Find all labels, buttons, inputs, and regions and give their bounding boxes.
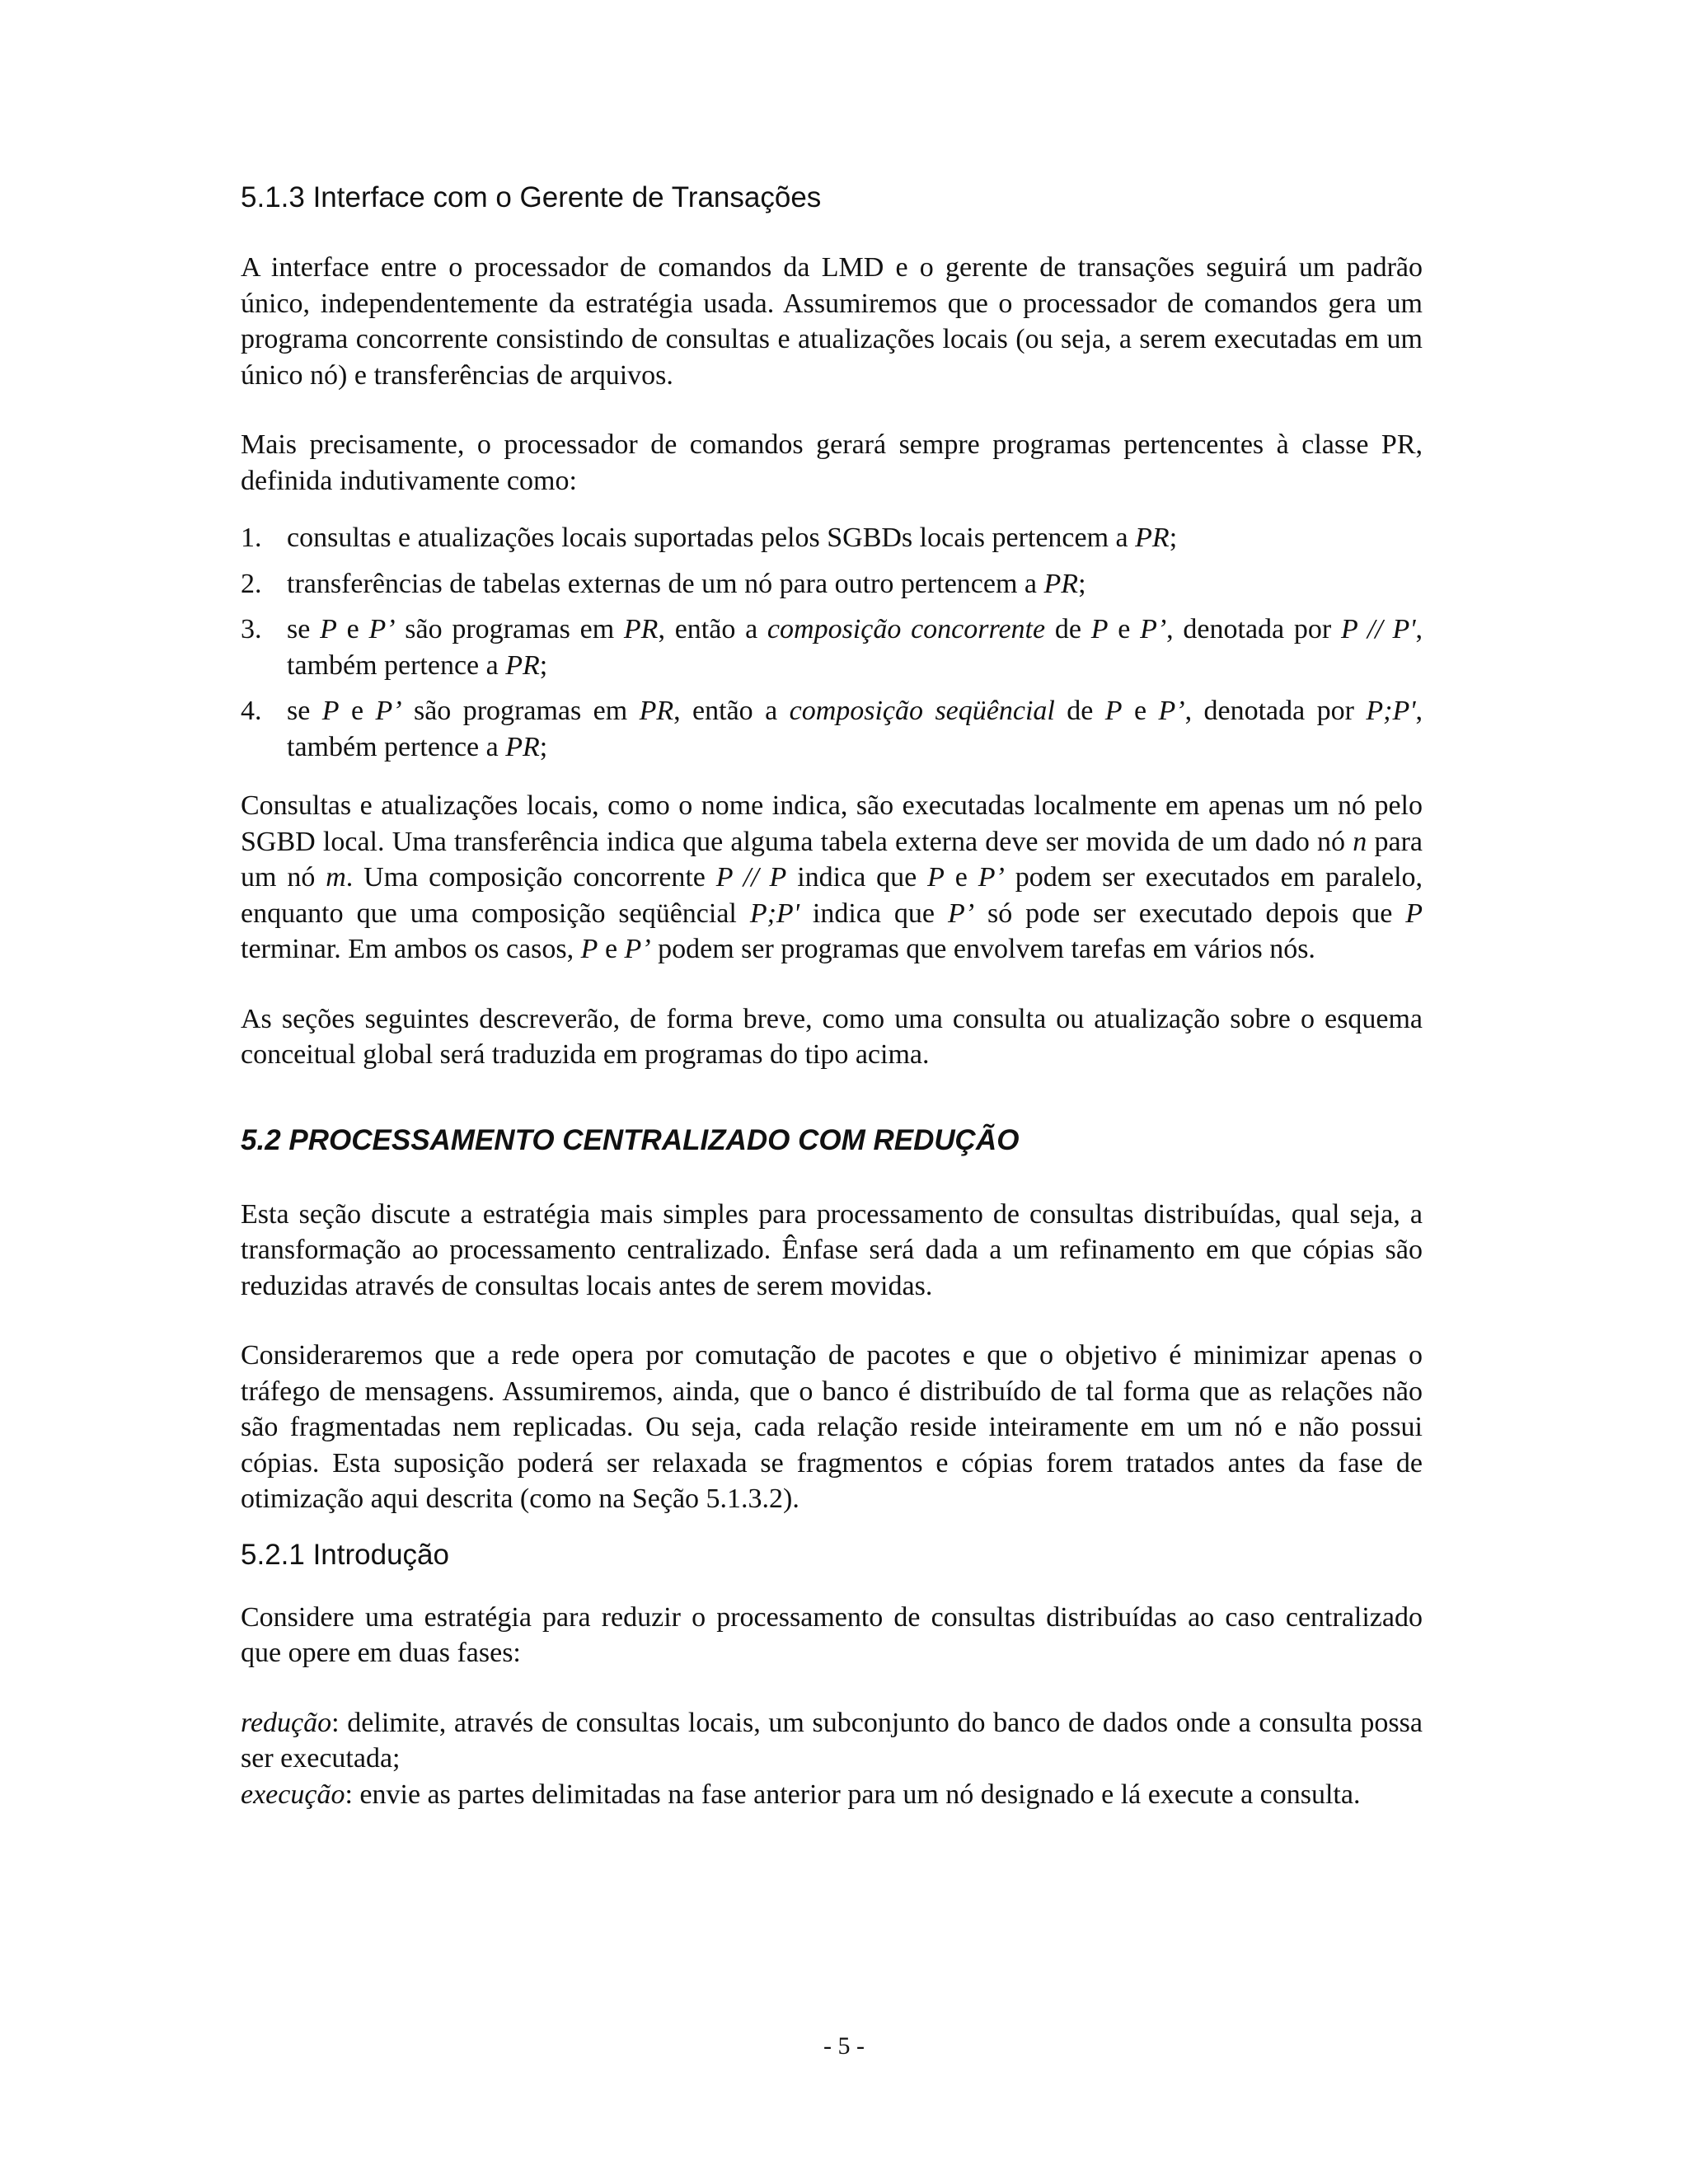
list-item: 2. transferências de tabelas externas de um nó para outro pertencem a PR;	[241, 566, 1423, 602]
paragraph-next-sections: As seções seguintes descreverão, de forma breve, como uma consulta ou atualização sobre o esquema conceitual global será traduzida em programas do tipo acima.	[241, 1003, 1423, 1070]
paragraph-network-assumptions: Consideraremos que a rede opera por comutação de pacotes e que o objetivo é minimizar apenas o tráfego de mensagens. Assumiremos, ainda, que o banco é distribuído de tal forma que as relações não são fragmentadas nem replicadas. Ou seja, cada relação reside inteiramente em um nó e não possui cópias. Esta suposição poderá ser relaxada se fragmentos e cópias forem tratados antes da fase de otimização aqui descrita (como na Seção 5.1.3.2).	[241, 1340, 1423, 1514]
paragraph-local-queries: Consultas e atualizações locais, como o nome indica, são executadas localmente em apenas um nó pelo SGBD local. Uma transferência indica que alguma tabela externa deve ser movida de um dado nó n para um nó m. Uma composição concorrente P // P indica que P e P’ podem ser executados em paralelo, enquanto que uma composição seqüêncial P;P' indica que P’ só pode ser executado depois que P terminar. Em ambos os casos, P e P’ podem ser programas que envolvem tarefas em vários nós.	[241, 790, 1423, 964]
definition-term: execução	[241, 1779, 345, 1810]
paragraph-pr-class: Mais precisamente, o processador de comandos gerará sempre programas pertencentes à classe PR, definida indutivamente como:	[241, 429, 1423, 496]
list-number: 4.	[241, 696, 262, 726]
paragraph-interface-intro: A interface entre o processador de comandos da LMD e o gerente de transações seguirá um padrão único, independentemente da estratégia usada. Assumiremos que o processador de comandos gera um programa concorrente consistindo de consultas e atualizações locais (ou seja, a serem executadas em um único nó) e transferências de arquivos.	[241, 252, 1423, 391]
page-content	[241, 180, 1423, 1812]
list-number: 2.	[241, 568, 262, 599]
paragraph-two-phase-strategy: Considere uma estratégia para reduzir o processamento de consultas distribuídas ao caso centralizado que opere em duas fases:	[241, 1601, 1423, 1668]
list-item: 1. consultas e atualizações locais suportadas pelos SGBDs locais pertencem a PR;	[241, 520, 1423, 556]
section-5-2-1-heading: 5.2.1 Introdução	[241, 1538, 449, 1571]
definition-execution: execução: envie as partes delimitadas na fase anterior para um nó designado e lá execute a consulta.	[241, 1779, 1361, 1810]
list-number: 3.	[241, 614, 262, 644]
paragraph-centralized-strategy: Esta seção discute a estratégia mais simples para processamento de consultas distribuídas, qual seja, a transformação ao processamento centralizado. Ênfase será dada a um refinamento em que cópias são reduzidas através de consultas locais antes de serem movidas.	[241, 1198, 1423, 1301]
definition-term: redução	[241, 1707, 332, 1738]
list-number: 1.	[241, 523, 262, 553]
definition-reduction: redução: delimite, através de consultas locais, um subconjunto do banco de dados onde a consulta possa ser executada;	[241, 1707, 1423, 1774]
page-number: - 5 -	[823, 2032, 865, 2060]
section-5-2-heading: 5.2 PROCESSAMENTO CENTRALIZADO COM REDUÇÃO	[241, 1123, 1020, 1156]
list-item: 4. se P e P’ são programas em PR, então a composição seqüêncial de P e P’, denotada por P;P', também pertence a PR;	[241, 693, 1423, 765]
section-5-1-3-heading: 5.1.3 Interface com o Gerente de Transações	[241, 181, 822, 213]
pr-definition-list	[241, 520, 1423, 765]
list-item: 3. se P e P’ são programas em PR, então a composição concorrente de P e P’, denotada por P // P', também pertence a PR;	[241, 612, 1423, 683]
